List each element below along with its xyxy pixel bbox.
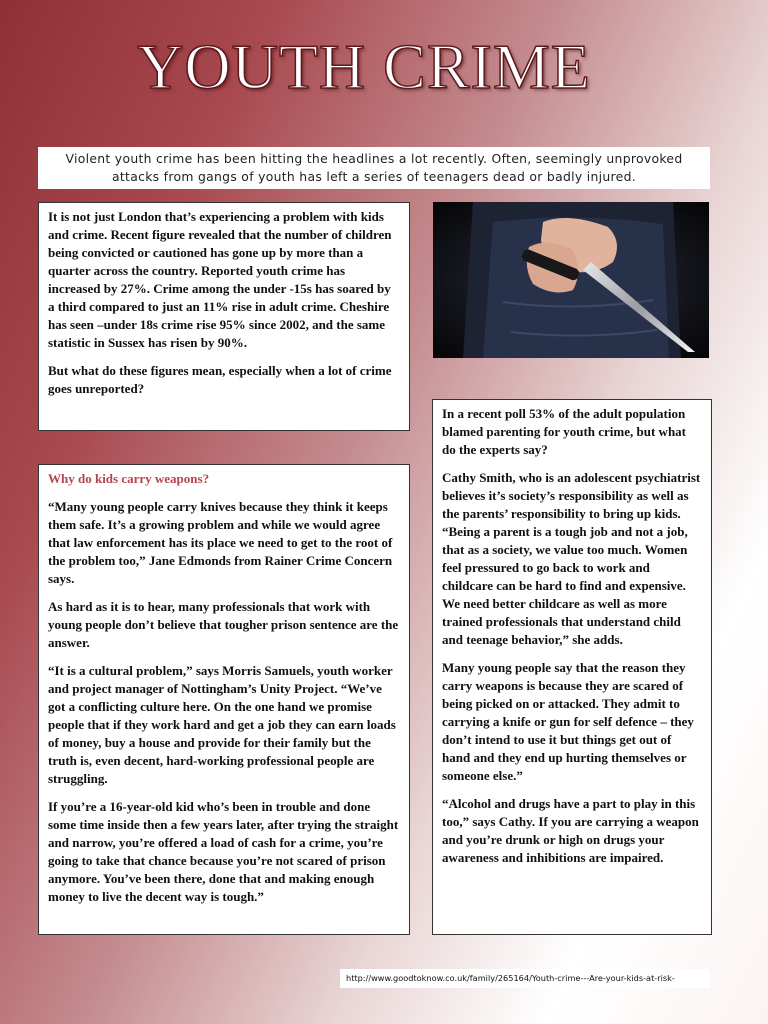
knife-behind-back-image: [433, 202, 709, 358]
experts-paragraph-4: “Alcohol and drugs have a part to play in this too,” says Cathy. If you are carrying a weapon and you’re drunk or high on drugs your awareness and inhibitions are impaired.: [442, 796, 699, 865]
knife-photo: [433, 202, 709, 358]
source-url[interactable]: http://www.goodtoknow.co.uk/family/265164/Youth-crime---Are-your-kids-at-risk-: [340, 969, 710, 988]
weapons-paragraph-4: If you’re a 16-year-old kid who’s been in trouble and done some time inside then a few years later, after trying the straight and narrow, you’re offered a load of cash for a crime, you’re going to take that chance because you’re not scared of prison anymore. You’ve been there, done that and making enough money to live the decent way is tough.”: [48, 799, 399, 904]
statistics-paragraph: It is not just London that’s experiencing a problem with kids and crime. Recent figure revealed that the number of children being convicted or cautioned has gone up by more than a quarter across the country. Reported youth crime has increased by 27%. Crime among the under -15s has soared by a third compared to just an 11% rise in adult crime. Cheshire has seen –under 18s crime rise 95% since 2002, and the same statistic in Sussex has risen by 90%.: [48, 209, 392, 350]
intro-banner: Violent youth crime has been hitting the headlines a lot recently. Often, seemingly unprovoked attacks from gangs of youth has left a series of teenagers dead or badly injured.: [38, 147, 710, 189]
weapons-paragraph-2: As hard as it is to hear, many professionals that work with young people don’t believe that tougher prison sentence are the answer.: [48, 599, 399, 650]
statistics-question: But what do these figures mean, especially when a lot of crime goes unreported?: [48, 363, 392, 396]
experts-paragraph-1: In a recent poll 53% of the adult population blamed parenting for youth crime, but what do the experts say?: [442, 406, 686, 457]
statistics-box: [38, 202, 410, 431]
experts-article-box: [432, 399, 712, 935]
page-title: YOUTH CRIME: [137, 31, 591, 102]
weapons-paragraph-1: “Many young people carry knives because they think it keeps them safe. It’s a growing problem and while we would agree that law enforcement has its place we need to get to the root of the problem too,” Jane Edmonds from Rainer Crime Concern says.: [48, 499, 393, 586]
weapons-article-box: [38, 464, 410, 935]
experts-paragraph-3: Many young people say that the reason they carry weapons is because they are scared of being picked on or attacked. They admit to carrying a knife or gun for self defence – they don’t intend to use it but things get out of hand and they end up hurting themselves or someone else.”: [442, 660, 694, 783]
experts-paragraph-2: Cathy Smith, who is an adolescent psychiatrist believes it’s society’s responsibility as well as the parents’ responsibility to bring up kids. “Being a parent is a tough job and not a job, that as a society, we value too much. Women feel pressured to go back to work and childcare can be hard to find and expensive. We need better childcare as well as more trained professionals that understand child and teenage behavior,” she adds.: [442, 470, 701, 647]
weapons-paragraph-3: “It is a cultural problem,” says Morris Samuels, youth worker and project manager of Nottingham’s Unity Project. “We’ve got a conflicting culture here. On the one hand we promise people that if they work hard and get a job they can earn loads of money, buy a house and provide for their family but the truth is, even decent, hard-working professional people are struggling.: [48, 663, 396, 786]
weapons-heading: Why do kids carry weapons?: [48, 471, 210, 486]
